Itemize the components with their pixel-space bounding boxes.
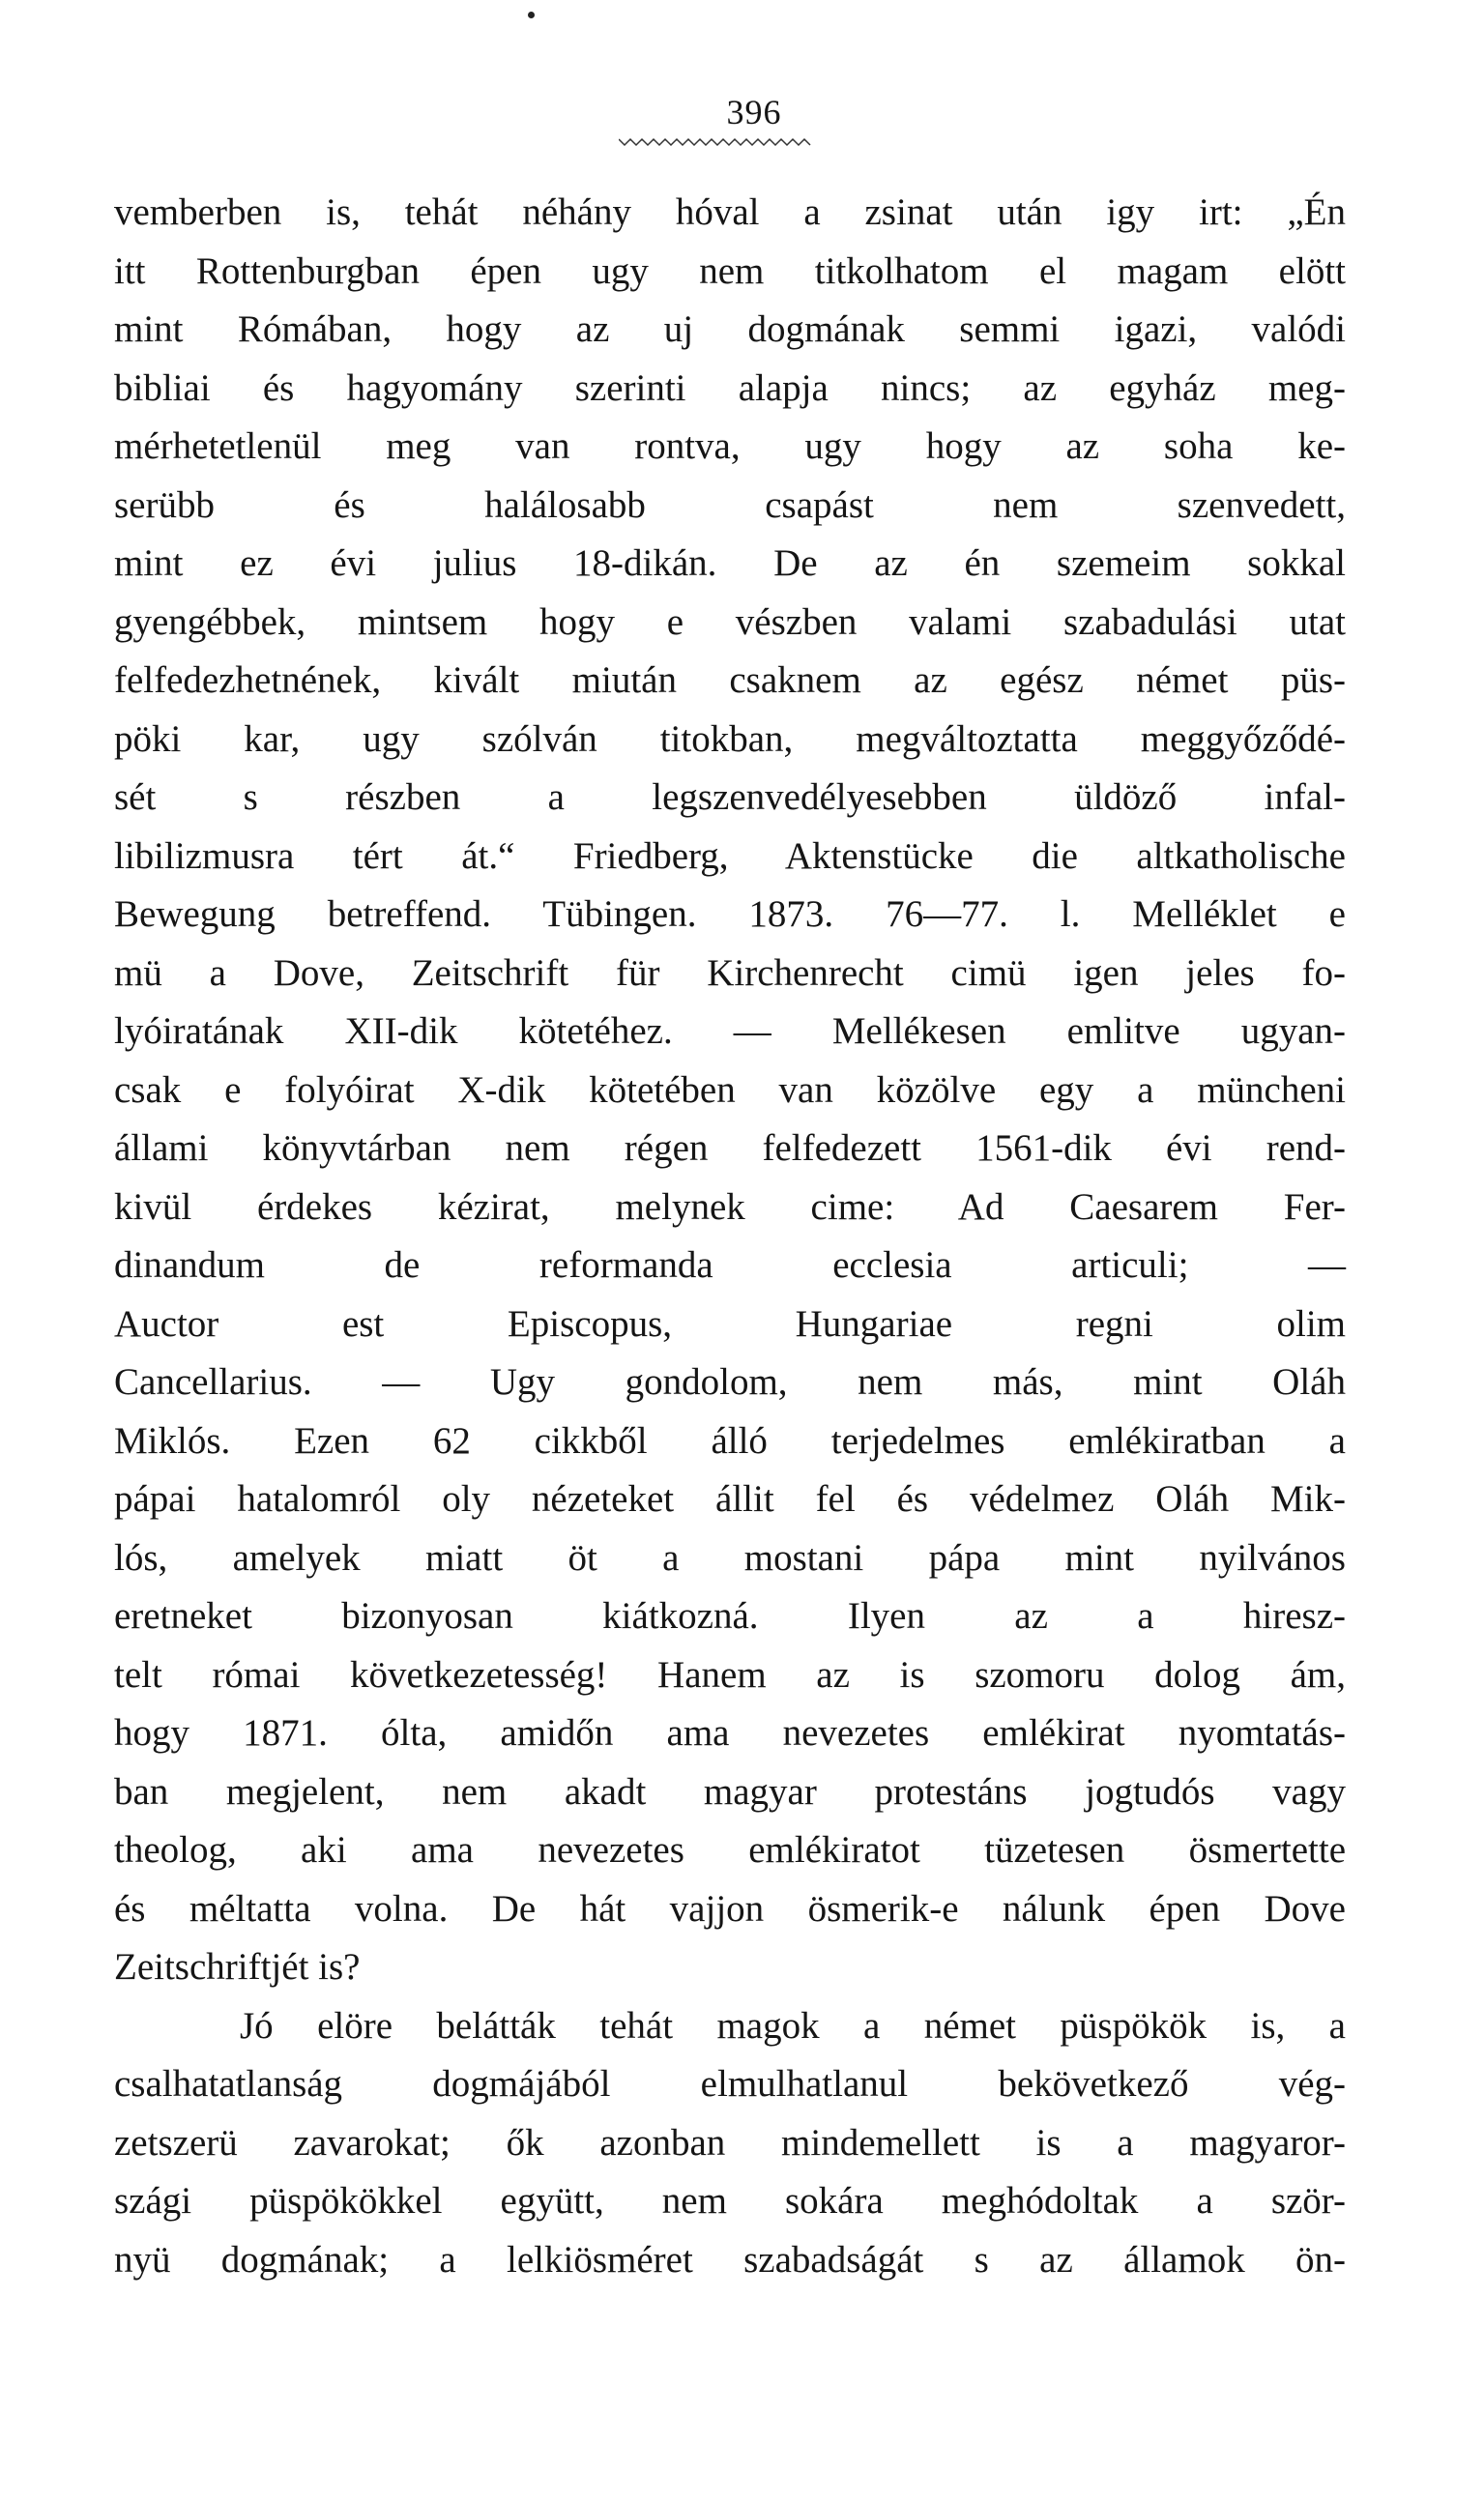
text-line: ban megjelent, nem akadt magyar protestáns jogtudós vagy xyxy=(114,1770,1346,1813)
text-line: csak e folyóirat X-dik kötetében van közölve egy a müncheni xyxy=(114,1068,1346,1111)
text-line: telt római következetesség! Hanem az is szomoru dolog ám, xyxy=(114,1653,1346,1696)
text-line: lós, amelyek miatt öt a mostani pápa mint nyilvános xyxy=(114,1536,1346,1579)
page-number-ornament xyxy=(619,135,812,149)
text-line: és méltatta volna. De hát vajjon ösmerik-e nálunk épen Dove xyxy=(114,1887,1346,1930)
text-line: bibliai és hagyomány szerinti alapja nincs; az egyház meg- xyxy=(114,366,1346,409)
paragraph xyxy=(114,1997,1346,2290)
text-line: serübb és halálosabb csapást nem szenvedett, xyxy=(114,483,1346,526)
text-line: Jó elöre belátták tehát magok a német püspökök is, a xyxy=(240,2004,1346,2047)
text-line: mint Rómában, hogy az uj dogmának semmi igazi, valódi xyxy=(114,308,1346,350)
text-line: mérhetetlenül meg van rontva, ugy hogy az soha ke- xyxy=(114,425,1346,467)
text-line: itt Rottenburgban épen ugy nem titkolhatom el magam elött xyxy=(114,249,1346,292)
ink-speck xyxy=(528,12,535,18)
page-number: 396 xyxy=(726,93,782,131)
text-line: mint ez évi julius 18-dikán. De az én szemeim sokkal xyxy=(114,542,1346,584)
text-line: kivül érdekes kézirat, melynek cime: Ad Caesarem Fer- xyxy=(114,1185,1346,1228)
text-line: eretneket bizonyosan kiátkozná. Ilyen az a hiresz- xyxy=(114,1595,1346,1637)
text-line: felfedezhetnének, kivált miután csaknem az egész német püs- xyxy=(114,659,1346,701)
text-line: szági püspökökkel együtt, nem sokára meghódoltak a ször- xyxy=(114,2180,1346,2222)
text-line: dinandum de reformanda ecclesia articuli; — xyxy=(114,1244,1346,1286)
text-line: Zeitschriftjét is? xyxy=(114,1946,361,1988)
text-line: gyengébbek, mintsem hogy e vészben valami szabadulási utat xyxy=(114,600,1346,643)
text-line: nyü dogmának; a lelkiösméret szabadságát s az államok ön- xyxy=(114,2238,1346,2281)
text-line: csalhatatlanság dogmájából elmulhatlanul bekövetkező vég- xyxy=(114,2063,1346,2105)
text-line: theolog, aki ama nevezetes emlékiratot tüzetesen ösmertette xyxy=(114,1829,1346,1871)
text-line: hogy 1871. ólta, amidőn ama nevezetes emlékirat nyomtatás- xyxy=(114,1712,1346,1754)
text-line: Cancellarius. — Ugy gondolom, nem más, mint Oláh xyxy=(114,1361,1346,1403)
text-line: pöki kar, ugy szólván titokban, megváltoztatta meggyőződé- xyxy=(114,717,1346,760)
body-text xyxy=(114,184,1346,2289)
text-line: vemberben is, tehát néhány hóval a zsinat után igy irt: „Én xyxy=(114,191,1346,233)
text-line: Miklós. Ezen 62 cikkből álló terjedelmes emlékiratban a xyxy=(114,1419,1346,1462)
text-line: mü a Dove, Zeitschrift für Kirchenrecht cimü igen jeles fo- xyxy=(114,951,1346,994)
text-line: sét s részben a legszenvedélyesebben üldöző infal- xyxy=(114,776,1346,818)
paragraph xyxy=(114,184,1346,1997)
text-line: állami könyvtárban nem régen felfedezett 1561-dik évi rend- xyxy=(114,1127,1346,1169)
text-line: zetszerü zavarokat; ők azonban mindemellett is a magyaror- xyxy=(114,2121,1346,2164)
text-line: Bewegung betreffend. Tübingen. 1873. 76—77. l. Melléklet e xyxy=(114,893,1346,935)
text-line: lyóiratának XII-dik kötetéhez. — Mellékesen emlitve ugyan- xyxy=(114,1010,1346,1052)
text-line: libilizmusra tért át.“ Friedberg, Aktenstücke die altkatholische xyxy=(114,834,1346,877)
text-line: pápai hatalomról oly nézeteket állit fel és védelmez Oláh Mik- xyxy=(114,1478,1346,1520)
text-line: Auctor est Episcopus, Hungariae regni olim xyxy=(114,1302,1346,1345)
